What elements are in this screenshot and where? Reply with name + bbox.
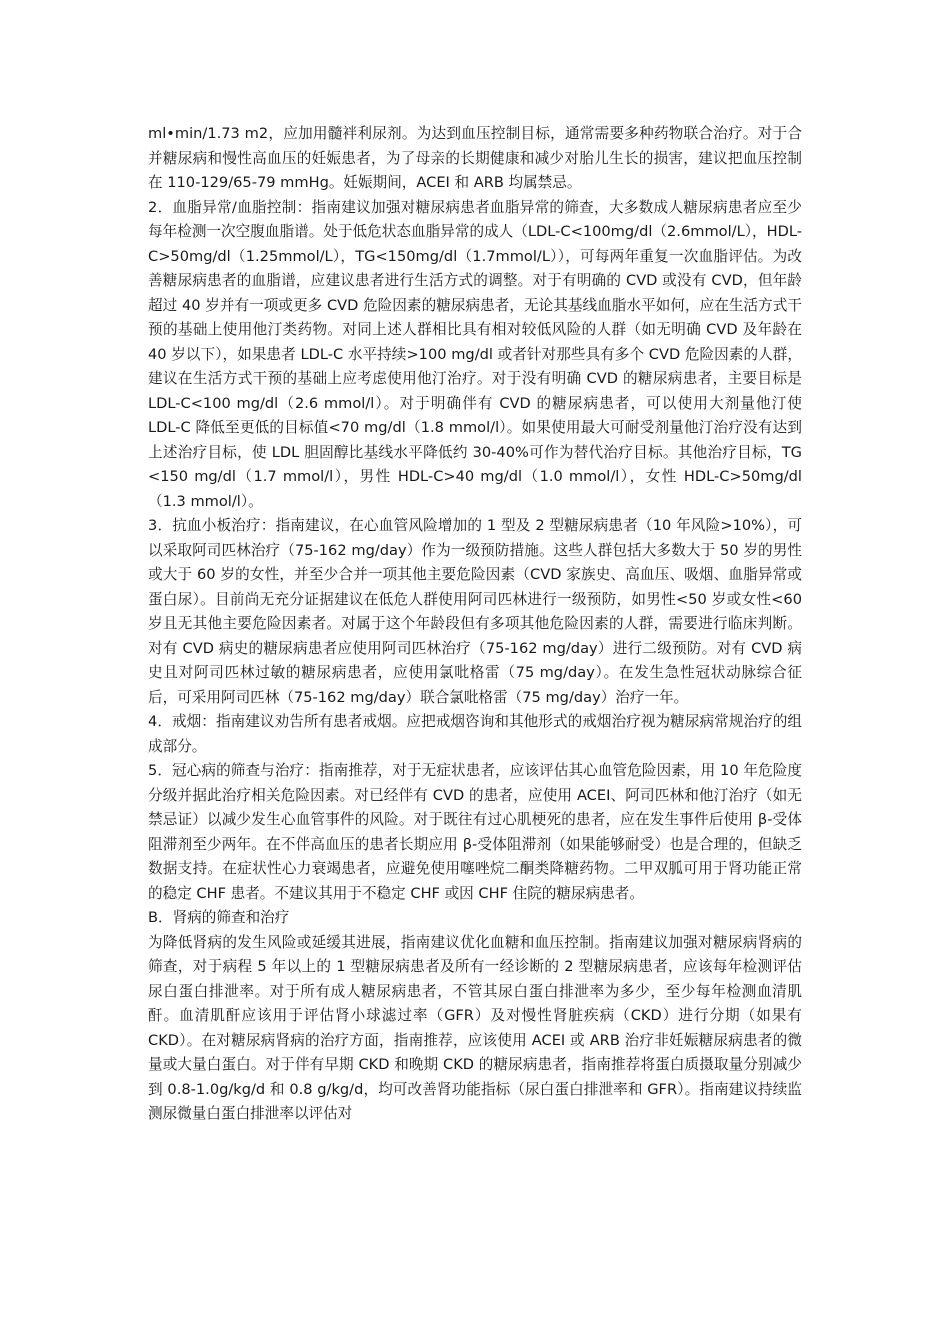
paragraph-smoking-cessation: 4．戒烟：指南建议劝告所有患者戒烟。应把戒烟咨询和其他形式的戒烟治疗视为糖尿病常规治疗的组成部分。 [148, 713, 802, 755]
paragraph-bp-continuation: ml•min/1.73 m2，应加用髓袢利尿剂。为达到血压控制目标，通常需要多种药物联合治疗。对于合并糖尿病和慢性高血压的妊娠患者，为了母亲的长期健康和减少对胎儿生长的损害，建议把血压控制在 110-129/65-79 mmHg。妊娠期间，ACEI 和 ARB 均属禁忌。 [148, 125, 802, 191]
paragraph-chd-screening: 5．冠心病的筛查与治疗：指南推荐，对于无症状患者，应该评估其心血管危险因素，用 10 年危险度分级并据此治疗相关危险因素。对已经伴有 CVD 的患者，应使用 ACEI、阿司匹林和他汀治疗（如无禁忌证）以减少发生心血管事件的风险。对于既往有过心肌梗死的患者，应在发生事件后使用 β-受体阻滞剂至少两年。在不伴高血压的患者长期应用 β-受体阻滞剂（如果能够耐受）也是合理的，但缺乏数据支持。在症状性心力衰竭患者，应避免使用噻唑烷二酮类降糖药物。二甲双胍可用于肾功能正常的稳定 CHF 患者。不建议其用于不稳定 CHF 或因 CHF 住院的糖尿病患者。 [148, 762, 802, 902]
paragraph-nephropathy: 为降低肾病的发生风险或延缓其进展，指南建议优化血糖和血压控制。指南建议加强对糖尿病肾病的筛查，对于病程 5 年以上的 1 型糖尿病患者及所有一经诊断的 2 型糖尿病患者，应该每年检测评估尿白蛋白排泄率。对于所有成人糖尿病患者，不管其尿白蛋白排泄率为多少，至少每年检测血清肌酐。血清肌酐应该用于评估肾小球滤过率（GFR）及对慢性肾脏疾病（CKD）进行分期（如果有 CKD）。在对糖尿病肾病的治疗方面，指南推荐，应该使用 ACEI 或 ARB 治疗非妊娠糖尿病患者的微量或大量白蛋白。对于伴有早期 CKD 和晚期 CKD 的糖尿病患者，指南推荐将蛋白质摄取量分别减少到 0.8-1.0g/kg/d 和 0.8 g/kg/d，均可改善肾功能指标（尿白蛋白排泄率和 GFR）。指南建议持续监测尿微量白蛋白排泄率以评估对 [148, 933, 802, 1122]
paragraph-antiplatelet: 3．抗血小板治疗：指南建议，在心血管风险增加的 1 型及 2 型糖尿病患者（10 年风险>10%），可以采取阿司匹林治疗（75-162 mg/day）作为一级预防措施。这些人群包括大多数大于 50 岁的男性或大于 60 岁的女性，并至少合并一项其他主要危险因素（CVD 家族史、高血压、吸烟、血脂异常或蛋白尿）。目前尚无充分证据建议在低危人群使用阿司匹林进行一级预防，如男性<50 岁或女性<60 岁且无其他主要危险因素者。对属于这个年龄段但有多项其他危险因素的人群，需要进行临床判断。对有 CVD 病史的糖尿病患者应使用阿司匹林治疗（75-162 mg/day）进行二级预防。对有 CVD 病史且对阿司匹林过敏的糖尿病患者，应使用氯吡格雷（75 mg/day）。在发生急性冠状动脉综合征后，可采用阿司匹林（75-162 mg/day）联合氯吡格雷（75 mg/day）治疗一年。 [148, 517, 802, 706]
document-page [148, 122, 802, 1127]
section-heading-nephropathy: B．肾病的筛查和治疗 [148, 909, 290, 926]
paragraph-lipid-control: 2．血脂异常/血脂控制：指南建议加强对糖尿病患者血脂异常的筛查，大多数成人糖尿病患者应至少每年检测一次空腹血脂谱。处于低危状态血脂异常的成人（LDL-C<100mg/dl（2.6mmol/L），HDL-C>50mg/dl（1.25mmol/L），TG<150mg/dl（1.7mmol/L）），可每两年重复一次血脂评估。为改善糖尿病患者的血脂谱，应建议患者进行生活方式的调整。对于有明确的 CVD 或没有 CVD，但年龄超过 40 岁并有一项或更多 CVD 危险因素的糖尿病患者，无论其基线血脂水平如何，应在生活方式干预的基础上使用他汀类药物。对同上述人群相比具有相对较低风险的人群（如无明确 CVD 及年龄在 40 岁以下），如果患者 LDL-C 水平持续>100 mg/dl 或者针对那些具有多个 CVD 危险因素的人群，建议在生活方式干预的基础上应考虑使用他汀治疗。对于没有明确 CVD 的糖尿病患者，主要目标是 LDL-C<100 mg/dl（2.6 mmol/l）。对于明确伴有 CVD 的糖尿病患者，可以使用大剂量他汀使 LDL-C 降低至更低的目标值<70 mg/dl（1.8 mmol/l）。如果使用最大可耐受剂量他汀治疗没有达到上述治疗目标，使 LDL 胆固醇比基线水平降低约 30-40%可作为替代治疗目标。其他治疗目标，TG <150 mg/dl（1.7 mmol/l），男性 HDL-C>40 mg/dl（1.0 mmol/l），女性 HDL-C>50mg/dl（1.3 mmol/l）。 [148, 198, 802, 510]
